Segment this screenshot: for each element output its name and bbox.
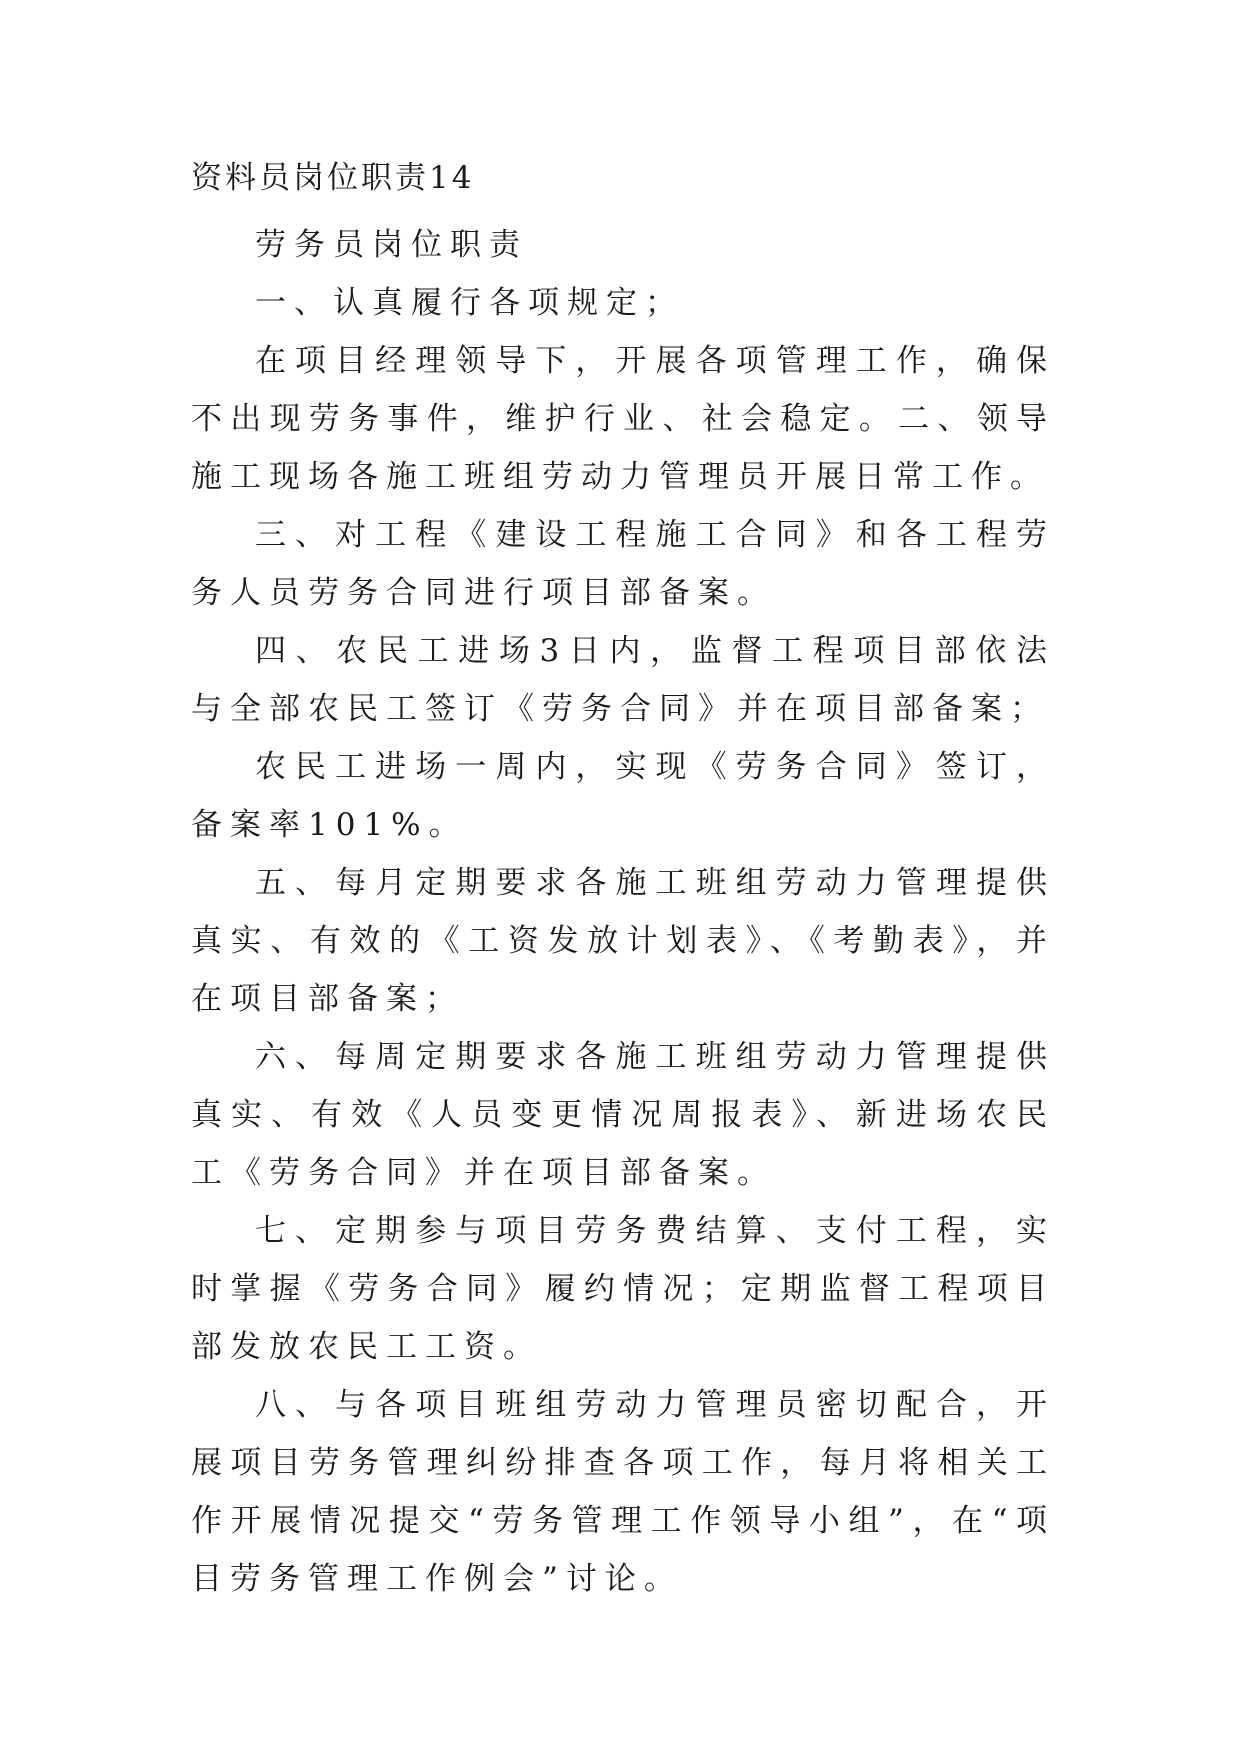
document-body	[191, 160, 1055, 1608]
paragraph: 五、每月定期要求各施工班组劳动力管理提供真实、有效的《工资发放计划表》、《考勤表》，并在项目部备案；	[191, 865, 1055, 1017]
paragraph: 七、定期参与项目劳务费结算、支付工程，实时掌握《劳务合同》履约情况；定期监督工程项目部发放农民工工资。	[191, 1213, 1055, 1365]
paragraph: 在项目经理领导下，开展各项管理工作，确保不出现劳务事件，维护行业、社会稳定。二、领导施工现场各施工班组劳动力管理员开展日常工作。	[191, 343, 1055, 495]
paragraph: 三、对工程《建设工程施工合同》和各工程劳务人员劳务合同进行项目部备案。	[191, 517, 1055, 611]
paragraph: 一、认真履行各项规定；	[255, 285, 684, 321]
paragraph: 六、每周定期要求各施工班组劳动力管理提供真实、有效《人员变更情况周报表》、新进场农民工《劳务合同》并在项目部备案。	[191, 1039, 1055, 1191]
paragraph: 农民工进场一周内，实现《劳务合同》签订，备案率101%。	[191, 749, 1055, 843]
paragraph: 四、农民工进场3日内，监督工程项目部依法与全部农民工签订《劳务合同》并在项目部备案；	[191, 633, 1055, 727]
paragraph: 八、与各项目班组劳动力管理员密切配合，开展项目劳务管理纠纷排查各项工作，每月将相关工作开展情况提交“劳务管理工作领导小组”，在“项目劳务管理工作例会”讨论。	[191, 1387, 1055, 1597]
document-title: 资料员岗位职责14	[191, 160, 475, 196]
section-heading: 劳务员岗位职责	[255, 227, 528, 263]
